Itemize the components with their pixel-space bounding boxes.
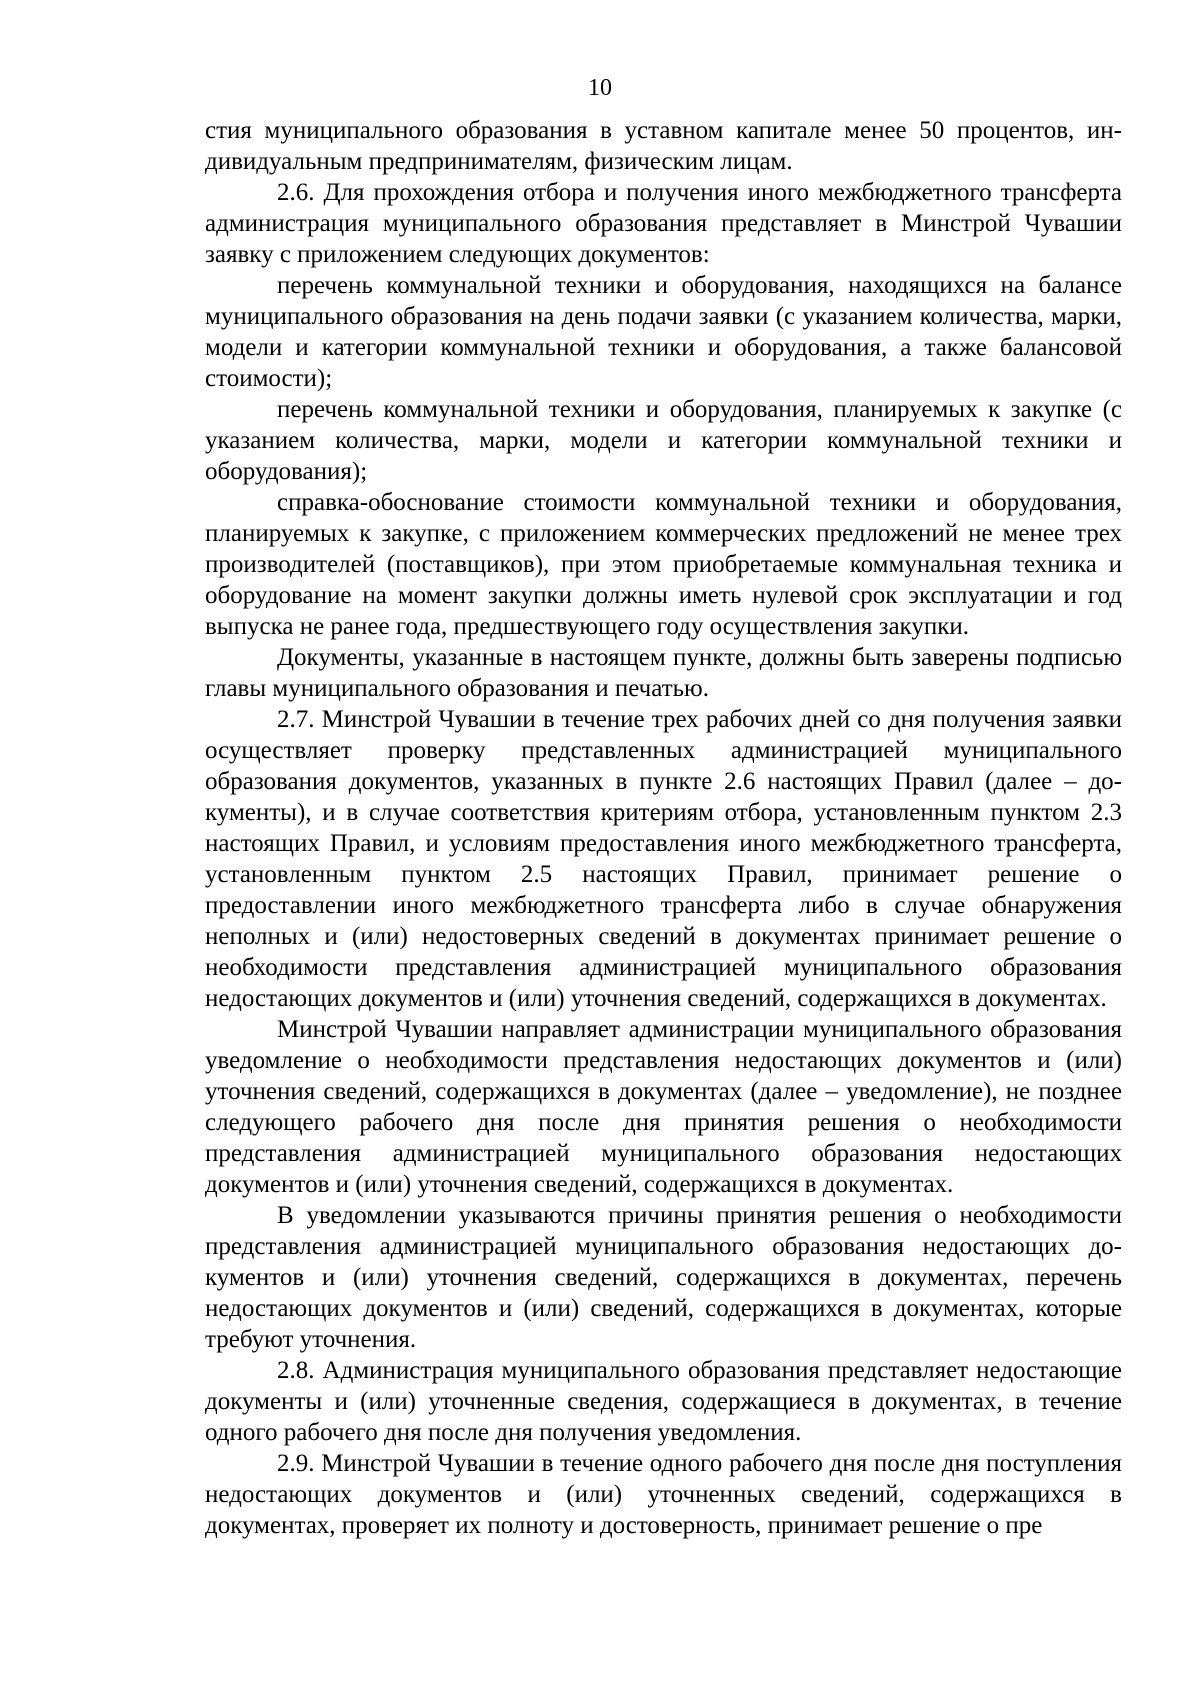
paragraph-list-equipment-on-balance: перечень коммунальной техники и оборудования, находящихся на балансе муниципального образования на день подачи заявки (с указанием количества, марки, модели и категории коммунальной техники и оборудования, а также балансовой стоимости); [205,272,1122,392]
paragraph-2-9: 2.9. Минстрой Чувашии в течение одного рабочего дня после дня поступления недостающих документов и (или) уточненных сведений, содержащихся в документах, проверяет их полноту и достоверность, принимает решение о пре [205,1450,1122,1539]
paragraph-notification-contents: В уведомлении указываются причины принятия решения о необходимости представления администрацией муниципального образования недостающих документов и (или) уточнения сведений, содержащихся в документах, перечень недостающих документов и (или) сведений, содержащихся в документах, которые требуют уточнения. [205,1202,1122,1353]
document-body [205,115,1122,1541]
paragraph-2-7: 2.7. Минстрой Чувашии в течение трех рабочих дней со дня получения заявки осуществляет проверку представленных администрацией муниципального образования документов, указанных в пункте 2.6 настоящих Правил (далее – документы), и в случае соответствия критериям отбора, установленным пунктом 2.3 настоящих Правил, и условиям предоставления иного межбюджетного трансферта, установленным пунктом 2.5 настоящих Правил, принимает решение о предоставлении иного межбюджетного трансферта либо в случае обнаружения неполных и (или) недостоверных сведений в документах принимает решение о необходимости представления администрацией муниципального образования недостающих документов и (или) уточнения сведений, содержащихся в документах. [205,706,1122,1012]
paragraph-documents-certification: Документы, указанные в настоящем пункте, должны быть заверены подписью главы муниципального образования и печатью. [205,644,1122,702]
page-number: 10 [588,75,612,101]
paragraph-2-8: 2.8. Администрация муниципального образования представляет недостающие документы и (или) уточненные сведения, содержащиеся в документах, в течение одного рабочего дня после дня получения уведомления. [205,1357,1122,1446]
paragraph-continuation: стия муниципального образования в уставном капитале менее 50 процентов, индивидуальным предпринимателям, физическим лицам. [205,117,1122,175]
paragraph-cost-justification: справка-обоснование стоимости коммунальной техники и оборудования, планируемых к закупке, с приложением коммерческих предложений не менее трех производителей (поставщиков), при этом приобретаемые коммунальная техника и оборудование на момент закупки должны иметь нулевой срок эксплуатации и год выпуска не ранее года, предшествующего году осуществления закупки. [205,489,1122,640]
paragraph-notification: Минстрой Чувашии направляет администрации муниципального образования уведомление о необходимости представления недостающих документов и (или) уточнения сведений, содержащихся в документах (далее – уведомление), не позднее следующего рабочего дня после дня принятия решения о необходимости представления администрацией муниципального образования недостающих документов и (или) уточнения сведений, содержащихся в документах. [205,1016,1122,1198]
paragraph-2-6: 2.6. Для прохождения отбора и получения иного межбюджетного трансферта администрация муниципального образования представляет в Минстрой Чувашии заявку с приложением следующих документов: [205,179,1122,268]
paragraph-list-equipment-planned: перечень коммунальной техники и оборудования, планируемых к закупке (с указанием количества, марки, модели и категории коммунальной техники и оборудования); [205,396,1122,485]
